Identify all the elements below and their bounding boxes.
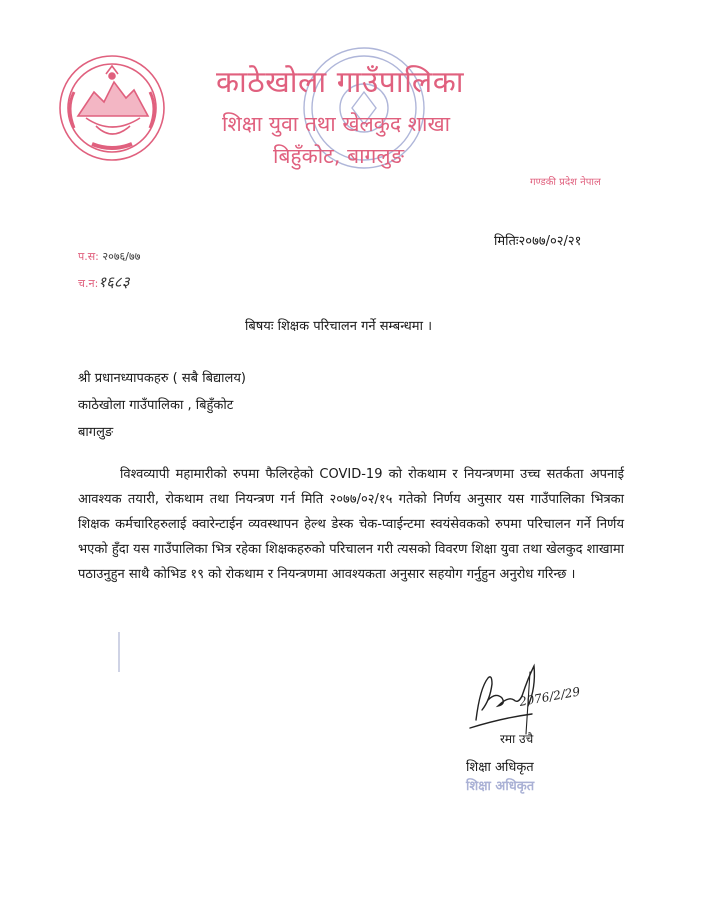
letter-date — [494, 231, 581, 249]
reference-value: २०७६/७७ — [102, 250, 141, 263]
title-stamp: शिक्षा अधिकृत — [466, 779, 535, 794]
signatory-title: शिक्षा अधिकृत — [466, 760, 534, 775]
recipient-line-3: बागलुङ — [78, 425, 114, 440]
organization-address: बिहुँकोट, बागलुङ — [273, 144, 404, 168]
dispatch-label: च.न: — [78, 277, 99, 290]
dispatch-number — [78, 272, 130, 292]
letter-subject: बिषयः शिक्षक परिचालन गर्ने सम्बन्धमा । — [245, 319, 432, 334]
recipient-line-2: काठेखोला गाउँपालिका , बिहुँकोट — [78, 398, 234, 413]
branch-name: शिक्षा युवा तथा खेलकुद शाखा — [222, 112, 451, 136]
province-label: गण्डकी प्रदेश नेपाल — [530, 177, 601, 188]
reference-number — [78, 249, 140, 264]
date-value: २०७७/०२/२१ — [518, 234, 582, 249]
recipient-line-1: श्री प्रधानध्यापकहरु ( सबै बिद्यालय) — [78, 371, 246, 386]
signature-date: 2076/2/29 — [518, 684, 582, 709]
nepal-government-emblem-icon — [56, 52, 168, 164]
signatory-name: रमा उचै — [500, 732, 534, 746]
reference-label: प.स: — [78, 250, 99, 263]
handwritten-signature-icon — [462, 648, 582, 738]
organization-name: काठेखोला गाउँपालिका — [216, 65, 465, 100]
scan-mark — [118, 632, 120, 672]
date-label: मितिः — [494, 234, 519, 249]
dispatch-value: १६८३ — [98, 273, 130, 291]
letter-body: विश्वव्यापी महामारीको रुपमा फैलिरहेको COVID-19 को रोकथाम र नियन्त्रणमा उच्च सतर्कता अपनाई आवश्यक तयारी, रोकथाम तथा नियन्त्रण गर्न मिति २०७७/०२/१५ गतेको निर्णय अनुसार यस गाउँपालिका भित्रका शिक्षक कर्मचारिहरुलाई क्वारेन्टाईन व्यवस्थापन हेल्थ डेस्क चेक-प्वाईन्टमा स्वयंसेवकको रुपमा परिचालन गर्ने निर्णय भएको हुँदा यस गाउँपालिका भित्र रहेका शिक्षकहरुको परिचालन गरी त्यसको विवरण शिक्षा युवा तथा खेलकुद शाखामा पठाउनुहुन साथै कोभिड १९ को रोकथाम र नियन्त्रणमा आवश्यकता अनुसार सहयोग गर्नुहुन अनुरोध गरिन्छ । — [78, 467, 624, 582]
